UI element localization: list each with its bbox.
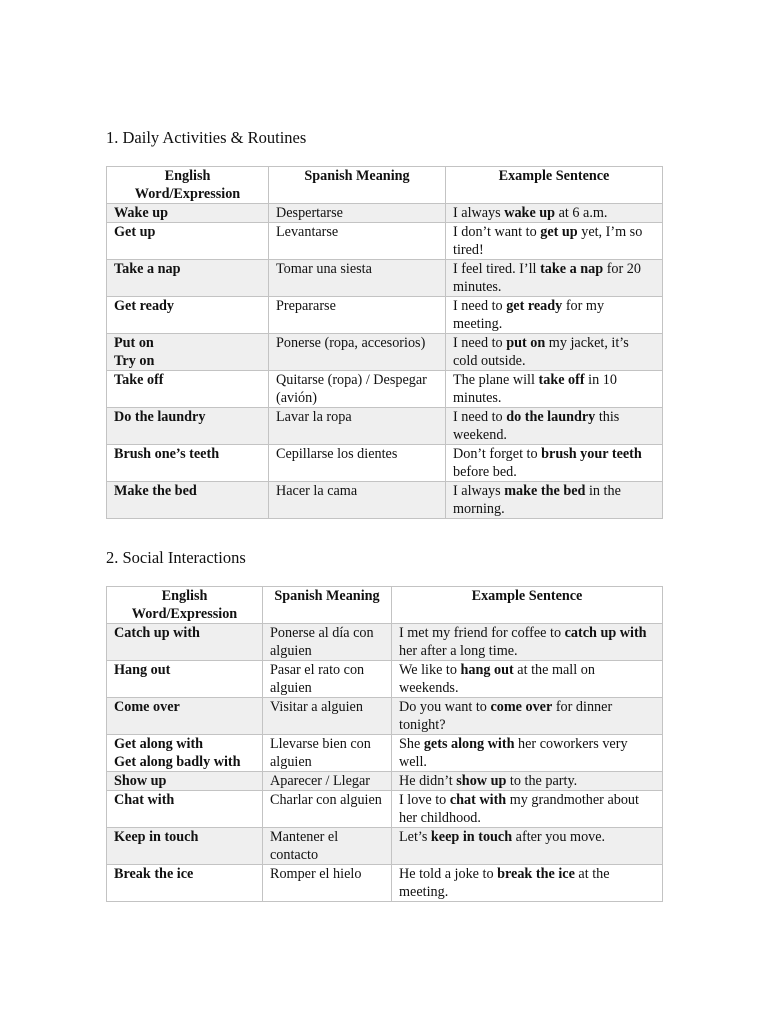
example-sentence-cell: Let’s keep in touch after you move. <box>392 828 663 865</box>
table-row <box>107 791 663 828</box>
spanish-meaning-cell: Ponerse (ropa, accesorios) <box>269 334 446 371</box>
table-row <box>107 698 663 735</box>
highlighted-expression: hang out <box>460 662 514 678</box>
highlighted-expression: do the laundry <box>506 409 596 425</box>
english-expression-cell: Brush one’s teeth <box>107 445 269 482</box>
highlighted-expression: show up <box>456 773 507 789</box>
example-sentence-cell: I need to get ready for my meeting. <box>446 297 663 334</box>
table-row <box>107 624 663 661</box>
spanish-meaning-cell: Pasar el rato con alguien <box>263 661 392 698</box>
english-expression-cell: Get along with Get along badly with <box>107 735 263 772</box>
spanish-meaning-cell: Romper el hielo <box>263 865 392 902</box>
example-sentence-cell: I love to chat with my grandmother about her childhood. <box>392 791 663 828</box>
highlighted-expression: put on <box>506 335 546 351</box>
highlighted-expression: chat with <box>449 792 507 808</box>
table-row <box>107 482 663 519</box>
section-title-daily-activities: 1. Daily Activities & Routines <box>106 128 307 147</box>
english-expression-cell: Put on Try on <box>107 334 269 371</box>
spanish-meaning-cell: Llevarse bien con alguien <box>263 735 392 772</box>
table-row <box>107 334 663 371</box>
highlighted-expression: brush your teeth <box>541 446 642 462</box>
example-sentence-cell: Don’t forget to brush your teeth before bed. <box>446 445 663 482</box>
spanish-meaning-cell: Levantarse <box>269 223 446 260</box>
highlighted-expression: make the bed <box>504 483 586 499</box>
example-sentence-cell: Do you want to come over for dinner tonight? <box>392 698 663 735</box>
highlighted-expression: catch up with <box>564 625 647 641</box>
table-row <box>107 260 663 297</box>
table-row <box>107 371 663 408</box>
spanish-meaning-cell: Prepararse <box>269 297 446 334</box>
table-row <box>107 772 663 791</box>
spanish-meaning-cell: Quitarse (ropa) / Despegar (avión) <box>269 371 446 408</box>
highlighted-expression: gets along with <box>423 736 515 752</box>
spanish-meaning-cell: Lavar la ropa <box>269 408 446 445</box>
spanish-meaning-cell: Cepillarse los dientes <box>269 445 446 482</box>
header-spanish: Spanish Meaning <box>269 167 446 204</box>
example-sentence-cell: I met my friend for coffee to catch up with her after a long time. <box>392 624 663 661</box>
header-spanish: Spanish Meaning <box>263 587 392 624</box>
english-expression-cell: Hang out <box>107 661 263 698</box>
highlighted-expression: take a nap <box>540 261 604 277</box>
english-expression-cell: Get ready <box>107 297 269 334</box>
highlighted-expression: keep in touch <box>430 829 513 845</box>
english-expression-cell: Take off <box>107 371 269 408</box>
english-expression-cell: Wake up <box>107 204 269 223</box>
english-expression-cell: Come over <box>107 698 263 735</box>
example-sentence-cell: He told a joke to break the ice at the meeting. <box>392 865 663 902</box>
highlighted-expression: come over <box>490 699 553 715</box>
spanish-meaning-cell: Despertarse <box>269 204 446 223</box>
english-expression-cell: Get up <box>107 223 269 260</box>
table-row <box>107 408 663 445</box>
header-example: Example Sentence <box>392 587 663 624</box>
example-sentence-cell: The plane will take off in 10 minutes. <box>446 371 663 408</box>
spanish-meaning-cell: Ponerse al día con alguien <box>263 624 392 661</box>
highlighted-expression: get up <box>540 224 578 240</box>
example-sentence-cell: She gets along with her coworkers very well. <box>392 735 663 772</box>
english-expression-cell: Keep in touch <box>107 828 263 865</box>
highlighted-expression: break the ice <box>497 866 575 882</box>
english-expression-cell: Show up <box>107 772 263 791</box>
table-row <box>107 865 663 902</box>
table-header-row <box>107 587 663 624</box>
spanish-meaning-cell: Visitar a alguien <box>263 698 392 735</box>
spanish-meaning-cell: Mantener el contacto <box>263 828 392 865</box>
highlighted-expression: take off <box>538 372 585 388</box>
example-sentence-cell: We like to hang out at the mall on weekends. <box>392 661 663 698</box>
vocab-table-social-interactions <box>106 586 663 902</box>
vocab-table-daily-activities <box>106 166 663 519</box>
table-row <box>107 661 663 698</box>
english-expression-cell: Chat with <box>107 791 263 828</box>
table-row <box>107 828 663 865</box>
table-row <box>107 297 663 334</box>
spanish-meaning-cell: Tomar una siesta <box>269 260 446 297</box>
spanish-meaning-cell: Hacer la cama <box>269 482 446 519</box>
header-example: Example Sentence <box>446 167 663 204</box>
header-english: English Word/Expression <box>107 167 269 204</box>
example-sentence-cell: I always wake up at 6 a.m. <box>446 204 663 223</box>
spanish-meaning-cell: Aparecer / Llegar <box>263 772 392 791</box>
highlighted-expression: get ready <box>506 298 563 314</box>
english-expression-cell: Catch up with <box>107 624 263 661</box>
section-title-social-interactions: 2. Social Interactions <box>106 548 246 567</box>
highlighted-expression: wake up <box>504 205 556 221</box>
example-sentence-cell: I always make the bed in the morning. <box>446 482 663 519</box>
example-sentence-cell: I need to do the laundry this weekend. <box>446 408 663 445</box>
english-expression-cell: Make the bed <box>107 482 269 519</box>
spanish-meaning-cell: Charlar con alguien <box>263 791 392 828</box>
table-row <box>107 204 663 223</box>
table-header-row <box>107 167 663 204</box>
example-sentence-cell: I don’t want to get up yet, I’m so tired! <box>446 223 663 260</box>
english-expression-cell: Do the laundry <box>107 408 269 445</box>
example-sentence-cell: He didn’t show up to the party. <box>392 772 663 791</box>
table-row <box>107 223 663 260</box>
english-expression-cell: Take a nap <box>107 260 269 297</box>
table-row <box>107 445 663 482</box>
example-sentence-cell: I need to put on my jacket, it’s cold outside. <box>446 334 663 371</box>
english-expression-cell: Break the ice <box>107 865 263 902</box>
header-english: English Word/Expression <box>107 587 263 624</box>
example-sentence-cell: I feel tired. I’ll take a nap for 20 minutes. <box>446 260 663 297</box>
table-row <box>107 735 663 772</box>
